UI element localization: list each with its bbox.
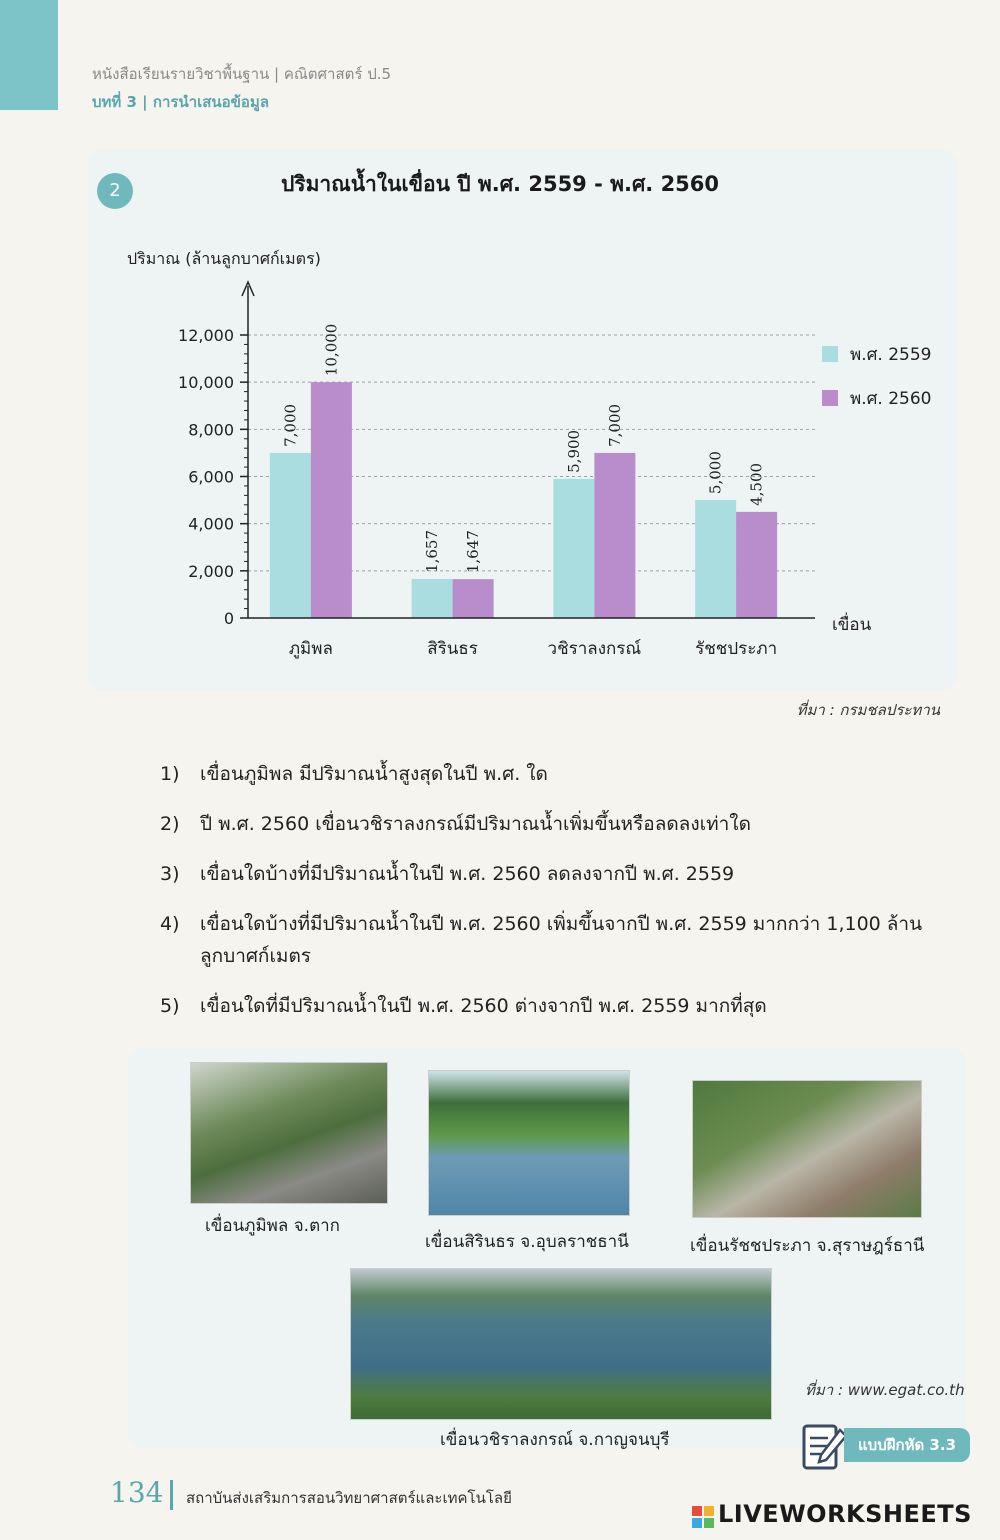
question-number: 5) [160,995,180,1017]
footer-divider [170,1480,173,1510]
category-label: รัชชประภา [695,639,778,659]
data-label: 1,647 [464,530,483,574]
y-tick-label: 4,000 [188,514,234,534]
legend-entry: พ.ศ. 2560 [850,389,932,409]
worksheet-logo-icon [692,1506,714,1528]
x-axis-label: เขื่อน [832,615,872,635]
question-number: 4) [160,913,180,935]
bar [453,579,494,618]
data-label: 5,000 [706,451,725,495]
bhumibol-dam-photo [190,1062,388,1204]
watermark-text: LIVEWORKSHEETS [718,1500,972,1528]
bar [270,453,311,618]
question-text: เขื่อนใดที่มีปริมาณน้ำในปี พ.ศ. 2560 ต่างจากปี พ.ศ. 2559 มากที่สุด [200,995,767,1017]
bar-chart [100,230,960,670]
question-text: เขื่อนภูมิพล มีปริมาณน้ำสูงสุดในปี พ.ศ. ใด [200,763,548,785]
question-item [160,758,940,790]
y-tick-label: 6,000 [188,467,234,487]
bar [594,453,635,618]
bar [311,382,352,618]
data-label: 7,000 [605,403,624,447]
category-label: ภูมิพล [288,639,333,659]
y-tick-label: 12,000 [178,326,234,345]
y-tick-label: 0 [223,609,234,628]
ratchaprapha-caption: เขื่อนรัชชประภา จ.สุราษฎร์ธานี [690,1236,925,1256]
photo-source: ที่มา : www.egat.co.th [805,1381,965,1399]
exercise-label: แบบฝึกหัด 3.3 [844,1428,970,1462]
y-tick-label: 2,000 [188,561,234,581]
notepad-pencil-icon [800,1420,850,1472]
question-item [160,990,940,1022]
question-text: เขื่อนใดบ้างที่มีปริมาณน้ำในปี พ.ศ. 2560 เพิ่มขึ้นจากปี พ.ศ. 2559 มากกว่า 1,100 ล้านลูกบาศก์เมตร [200,913,923,967]
y-tick-label: 8,000 [188,420,234,440]
legend-swatch [822,390,838,406]
question-text: เขื่อนใดบ้างที่มีปริมาณน้ำในปี พ.ศ. 2560 ลดลงจากปี พ.ศ. 2559 [200,863,735,885]
legend-swatch [822,346,838,362]
question-list [160,758,940,1040]
category-label: วชิราลงกรณ์ [547,639,642,659]
chart-source: ที่มา : กรมชลประทาน [796,701,940,719]
section-number-badge: 2 [97,173,133,209]
question-item [160,908,940,972]
chapter-header: บทที่ 3 | การนำเสนอข้อมูล [92,93,270,111]
bar [412,579,453,618]
sirindhorn-dam-photo [428,1070,630,1216]
bar [736,512,777,618]
question-text: ปี พ.ศ. 2560 เขื่อนวชิราลงกรณ์มีปริมาณน้ำเพิ่มขึ้นหรือลดลงเท่าใด [200,813,751,835]
data-label: 7,000 [281,403,300,447]
book-header: หนังสือเรียนรายวิชาพื้นฐาน | คณิตศาสตร์ ป.5 [92,65,392,83]
vajiralongkorn-caption: เขื่อนวชิราลงกรณ์ จ.กาญจนบุรี [440,1430,670,1450]
data-label: 10,000 [322,323,341,377]
exercise-tag[interactable] [800,1420,970,1472]
bar [695,500,736,618]
y-axis-label: ปริมาณ (ล้านลูกบาศก์เมตร) [127,249,321,268]
watermark [692,1500,992,1532]
category-label: สิรินธร [427,639,478,659]
question-number: 2) [160,813,180,835]
question-item [160,808,940,840]
vajiralongkorn-dam-photo [350,1268,772,1420]
institute-name: สถาบันส่งเสริมการสอนวิทยาศาสตร์และเทคโนโลยี [186,1489,512,1507]
legend-entry: พ.ศ. 2559 [850,345,932,365]
y-tick-label: 10,000 [178,373,234,393]
chart-title: ปริมาณน้ำในเขื่อน ปี พ.ศ. 2559 - พ.ศ. 2560 [280,172,720,196]
corner-tab [0,0,58,110]
question-item [160,858,940,890]
ratchaprapha-dam-photo [692,1080,922,1218]
page-number: 134 [110,1476,164,1509]
question-number: 1) [160,763,180,785]
data-label: 4,500 [747,462,766,506]
data-label: 5,900 [564,429,583,473]
sirindhorn-caption: เขื่อนสิรินธร จ.อุบลราชธานี [425,1232,629,1252]
bar [553,479,594,618]
bhumibol-caption: เขื่อนภูมิพล จ.ตาก [205,1216,340,1236]
data-label: 1,657 [423,529,442,573]
question-number: 3) [160,863,180,885]
